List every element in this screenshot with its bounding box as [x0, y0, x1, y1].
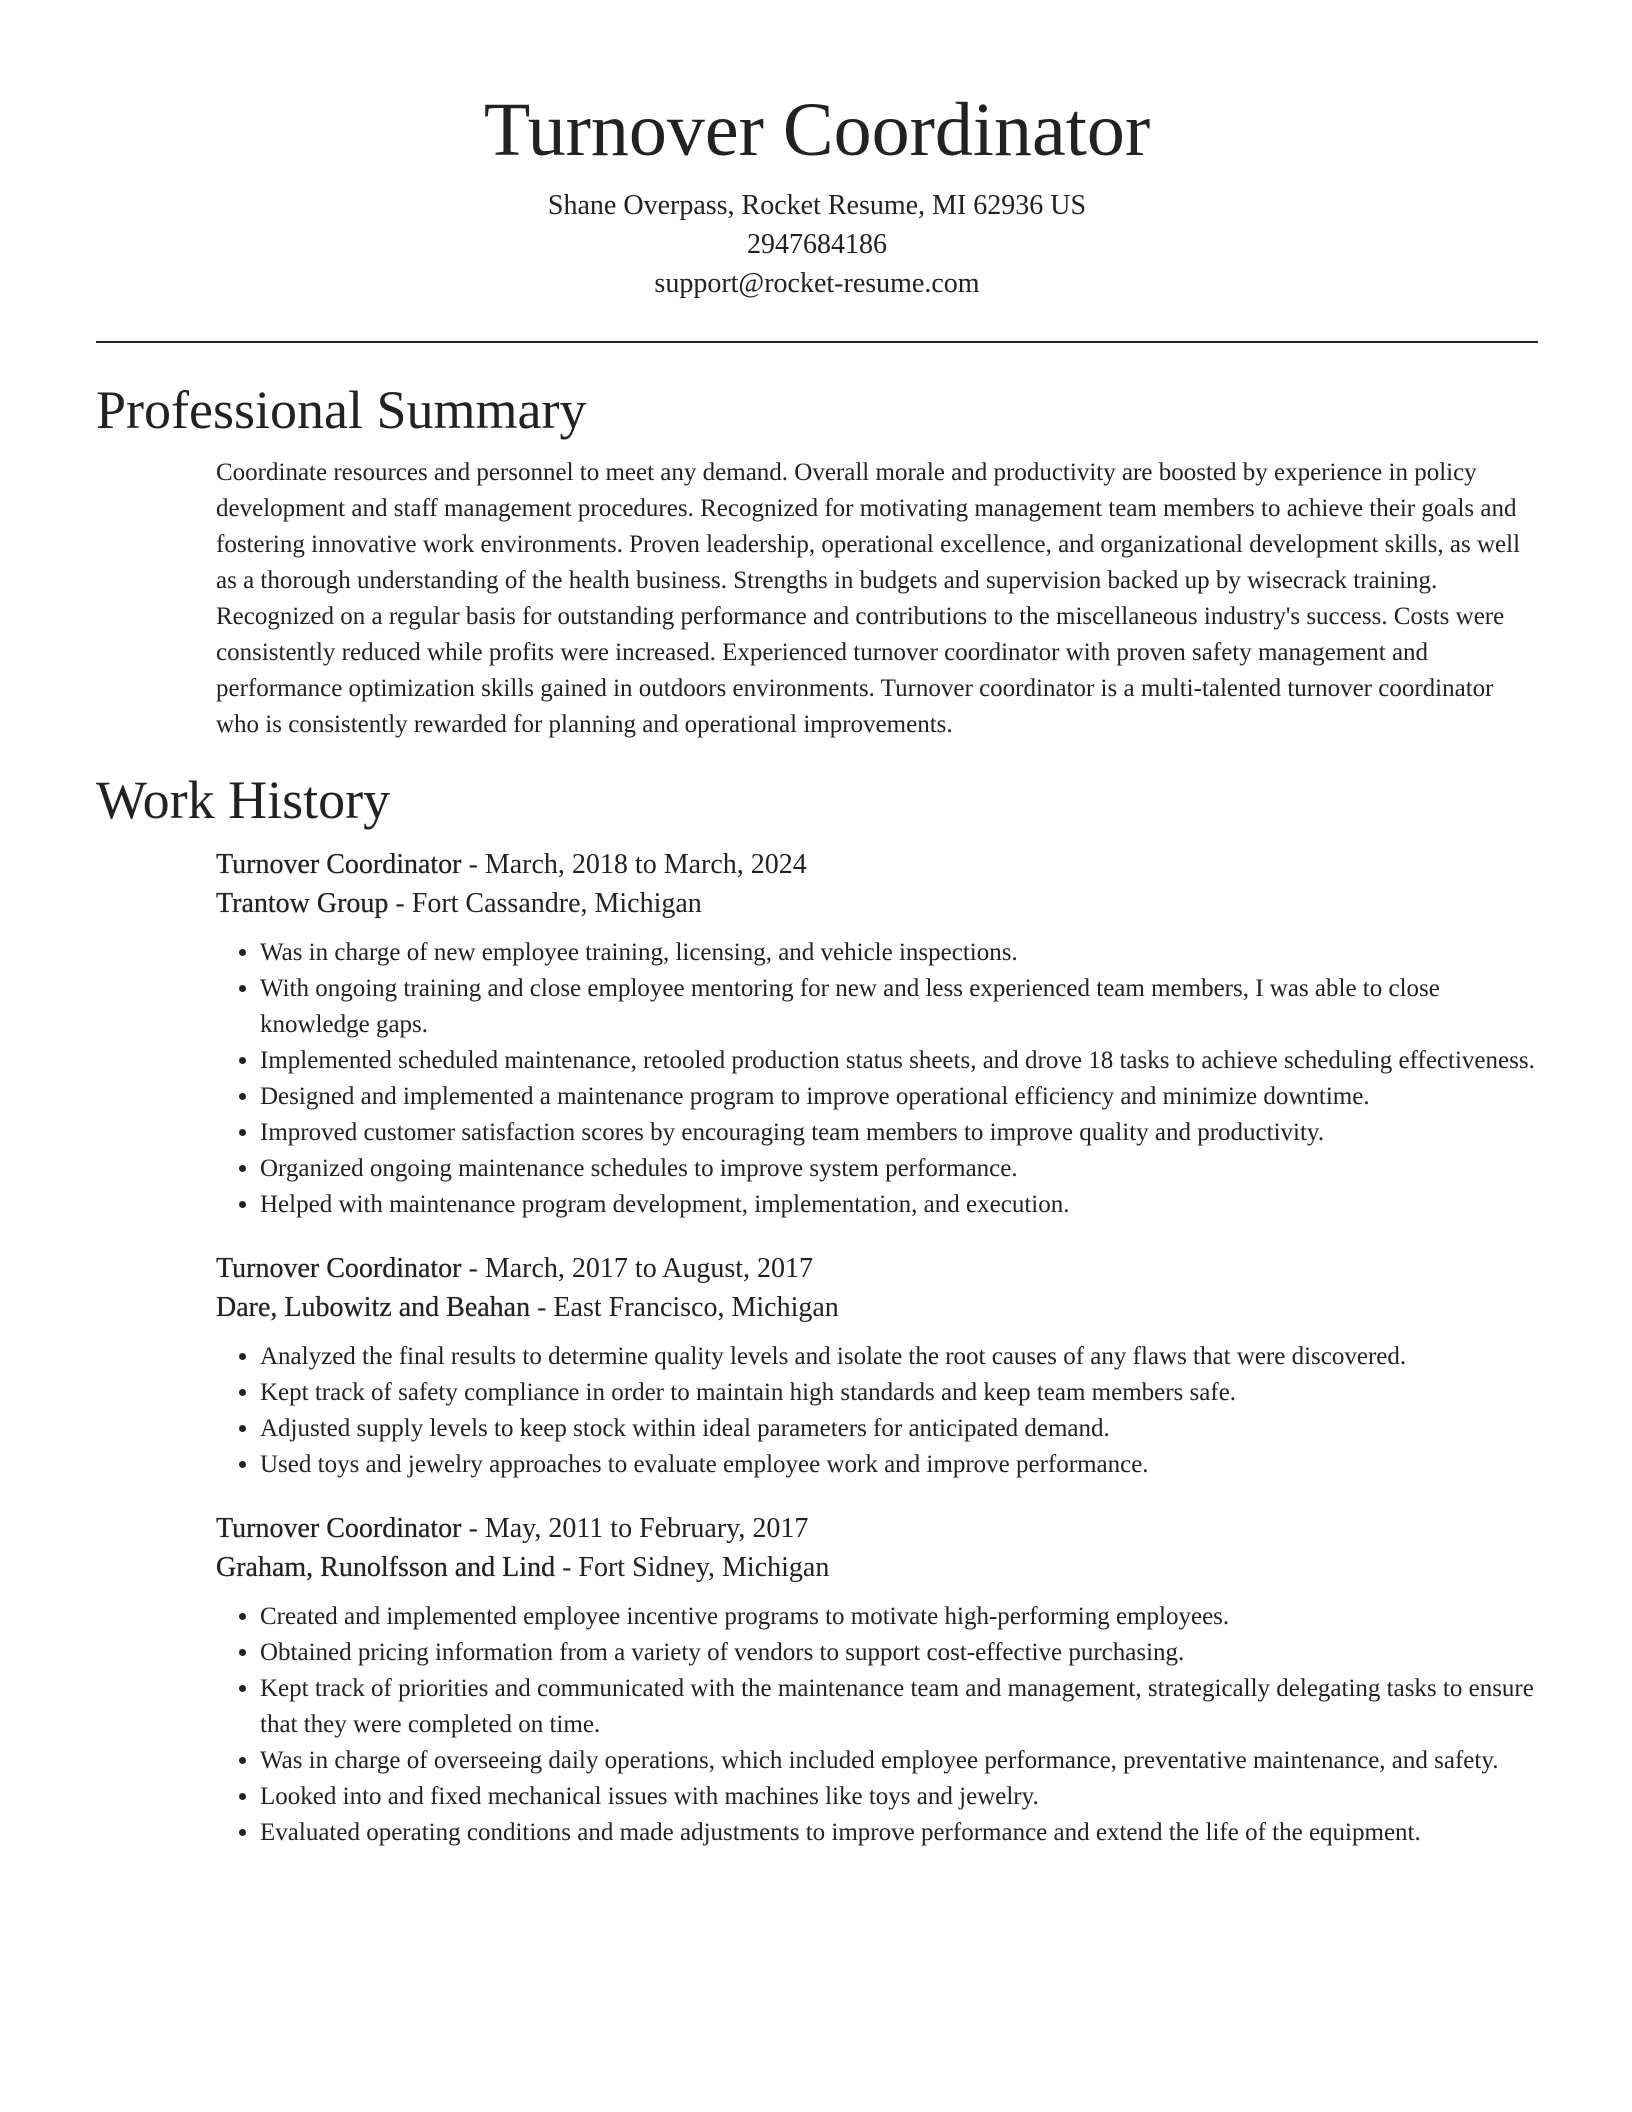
job-bullet: • Created and implemented employee incentive programs to motivate high-performing employees. [260, 1599, 1541, 1635]
job-dates: - March, 2018 to March, 2024 [461, 849, 807, 880]
job-bullets [216, 935, 1541, 1223]
job-title-line [216, 845, 1541, 884]
job-bullet: • Obtained pricing information from a variety of vendors to support cost-effective purchasing. [260, 1635, 1541, 1671]
job-bullet: • Was in charge of overseeing daily operations, which included employee performance, preventative maintenance, and safety. [260, 1743, 1541, 1779]
job-bullet: • Helped with maintenance program development, implementation, and execution. [260, 1187, 1541, 1223]
job-entry [216, 1509, 1541, 1851]
job-bullet: • Designed and implemented a maintenance program to improve operational efficiency and minimize downtime. [260, 1079, 1541, 1115]
job-employer: Trantow Group [216, 888, 389, 919]
job-employer: Graham, Runolfsson and Lind [216, 1552, 556, 1583]
job-position: Turnover Coordinator [216, 1253, 462, 1284]
job-bullet: • Looked into and fixed mechanical issues with machines like toys and jewelry. [260, 1779, 1541, 1815]
contact-block [96, 186, 1538, 303]
job-employer-line [216, 884, 1541, 923]
job-bullet: • Used toys and jewelry approaches to evaluate employee work and improve performance. [260, 1447, 1541, 1483]
job-employer: Dare, Lubowitz and Beahan [216, 1292, 531, 1323]
job-bullet: • Was in charge of new employee training, licensing, and vehicle inspections. [260, 935, 1541, 971]
job-title-line [216, 1249, 1541, 1288]
job-bullet: • Kept track of priorities and communicated with the maintenance team and management, strategically delegating tasks to ensure that they were completed on time. [260, 1671, 1541, 1743]
summary-text: Coordinate resources and personnel to meet any demand. Overall morale and productivity are boosted by experience in policy development and staff management procedures. Recognized for motivating management team members to achieve their goals and fostering innovative work environments. Proven leadership, operational excellence, and organizational development skills, as well as a thorough understanding of the health business. Strengths in budgets and supervision backed up by wisecrack training. Recognized on a regular basis for outstanding performance and contributions to the miscellaneous industry's success. Costs were consistently reduced while profits were increased. Experienced turnover coordinator with proven safety management and performance optimization skills gained in outdoors environments. Turnover coordinator is a multi-talented turnover coordinator who is consistently rewarded for planning and operational improvements. [216, 459, 1521, 738]
job-location: - East Francisco, Michigan [530, 1292, 839, 1323]
contact-email: support@rocket-resume.com [654, 268, 980, 299]
job-location: - Fort Sidney, Michigan [555, 1552, 830, 1583]
contact-address: Shane Overpass, Rocket Resume, MI 62936 US [547, 190, 1087, 221]
header-divider [96, 341, 1538, 343]
job-bullet: • Analyzed the final results to determine quality levels and isolate the root causes of any flaws that were discovered. [260, 1339, 1541, 1375]
job-employer-line [216, 1288, 1541, 1327]
job-bullet: • Implemented scheduled maintenance, retooled production status sheets, and drove 18 tasks to achieve scheduling effectiveness. [260, 1043, 1541, 1079]
contact-phone: 2947684186 [747, 229, 887, 260]
job-bullet: • Adjusted supply levels to keep stock within ideal parameters for anticipated demand. [260, 1411, 1541, 1447]
job-position: Turnover Coordinator [216, 1513, 462, 1544]
job-bullet: • Organized ongoing maintenance schedules to improve system performance. [260, 1151, 1541, 1187]
job-bullet: • Improved customer satisfaction scores by encouraging team members to improve quality and productivity. [260, 1115, 1541, 1151]
summary-heading: Professional Summary [96, 380, 587, 440]
job-position: Turnover Coordinator [216, 849, 462, 880]
job-title-line [216, 1509, 1541, 1548]
job-bullet: • With ongoing training and close employee mentoring for new and less experienced team members, I was able to close knowledge gaps. [260, 971, 1541, 1043]
job-bullets [216, 1599, 1541, 1851]
work-history-heading: Work History [96, 770, 391, 830]
job-bullet: • Evaluated operating conditions and made adjustments to improve performance and extend the life of the equipment. [260, 1815, 1541, 1851]
resume-name: Turnover Coordinator [483, 88, 1151, 172]
job-employer-line [216, 1548, 1541, 1587]
job-entry [216, 845, 1541, 1223]
job-bullets [216, 1339, 1541, 1483]
job-dates: - May, 2011 to February, 2017 [461, 1513, 809, 1544]
job-dates: - March, 2017 to August, 2017 [461, 1253, 814, 1284]
job-bullet: • Kept track of safety compliance in order to maintain high standards and keep team members safe. [260, 1375, 1541, 1411]
job-location: - Fort Cassandre, Michigan [388, 888, 702, 919]
resume-page [96, 0, 1538, 1851]
job-entry [216, 1249, 1541, 1483]
